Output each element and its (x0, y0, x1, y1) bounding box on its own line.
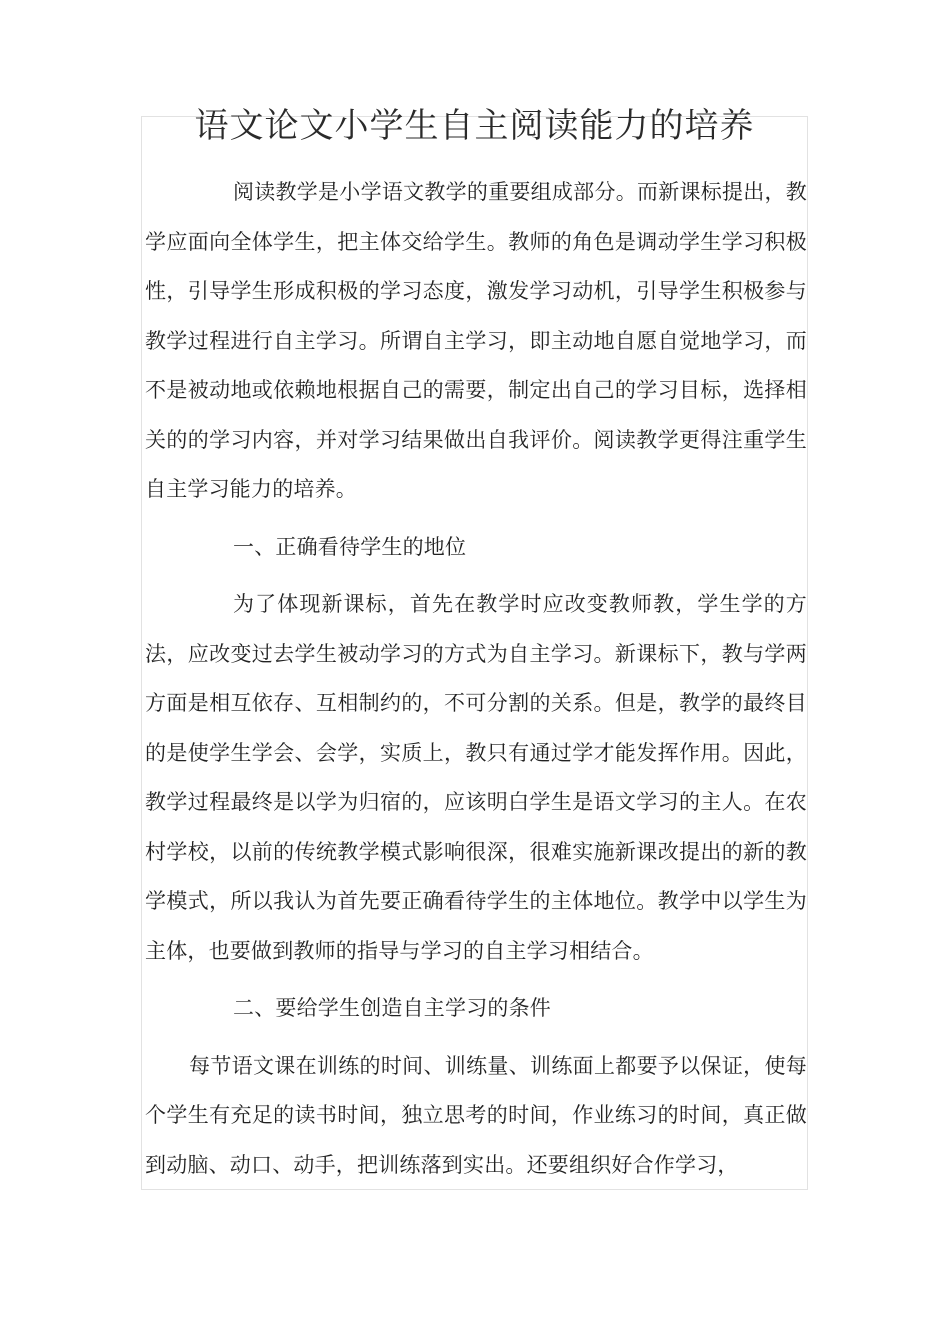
paragraph-intro: 阅读教学是小学语文教学的重要组成部分。而新课标提出，教学应面向全体学生，把主体交给学生。教师的角色是调动学生学习积极性，引导学生形成积极的学习态度，激发学习动机，引导学生积极参与教学过程进行自主学习。所谓自主学习，即主动地自愿自觉地学习，而不是被动地或依赖地根据自己的需要，制定出自己的学习目标，选择相关的的学习内容，并对学习结果做出自我评价。阅读教学更得注重学生自主学习能力的培养。 (145, 180, 807, 501)
document-body (145, 168, 807, 1190)
section-heading-2: 二、要给学生创造自主学习的条件 (233, 996, 551, 1020)
paragraph-section-1: 为了体现新课标，首先在教学时应改变教师教，学生学的方法，应改变过去学生被动学习的方式为自主学习。新课标下，教与学两方面是相互依存、互相制约的，不可分割的关系。但是，教学的最终目的是使学生学会、会学，实质上，教只有通过学才能发挥作用。因此，教学过程最终是以学为归宿的，应该明白学生是语文学习的主人。在农村学校，以前的传统教学模式影响很深，很难实施新课改提出的新的教学模式，所以我认为首先要正确看待学生的主体地位。教学中以学生为主体，也要做到教师的指导与学习的自主学习相结合。 (145, 592, 807, 963)
paragraph-section-2: 每节语文课在训练的时间、训练量、训练面上都要予以保证，使每个学生有充足的读书时间，独立思考的时间，作业练习的时间，真正做到动脑、动口、动手，把训练落到实出。还要组织好合作学习， (145, 1053, 807, 1177)
document-title: 语文论文小学生自主阅读能力的培养 (194, 106, 755, 146)
section-heading-1: 一、正确看待学生的地位 (233, 534, 467, 559)
